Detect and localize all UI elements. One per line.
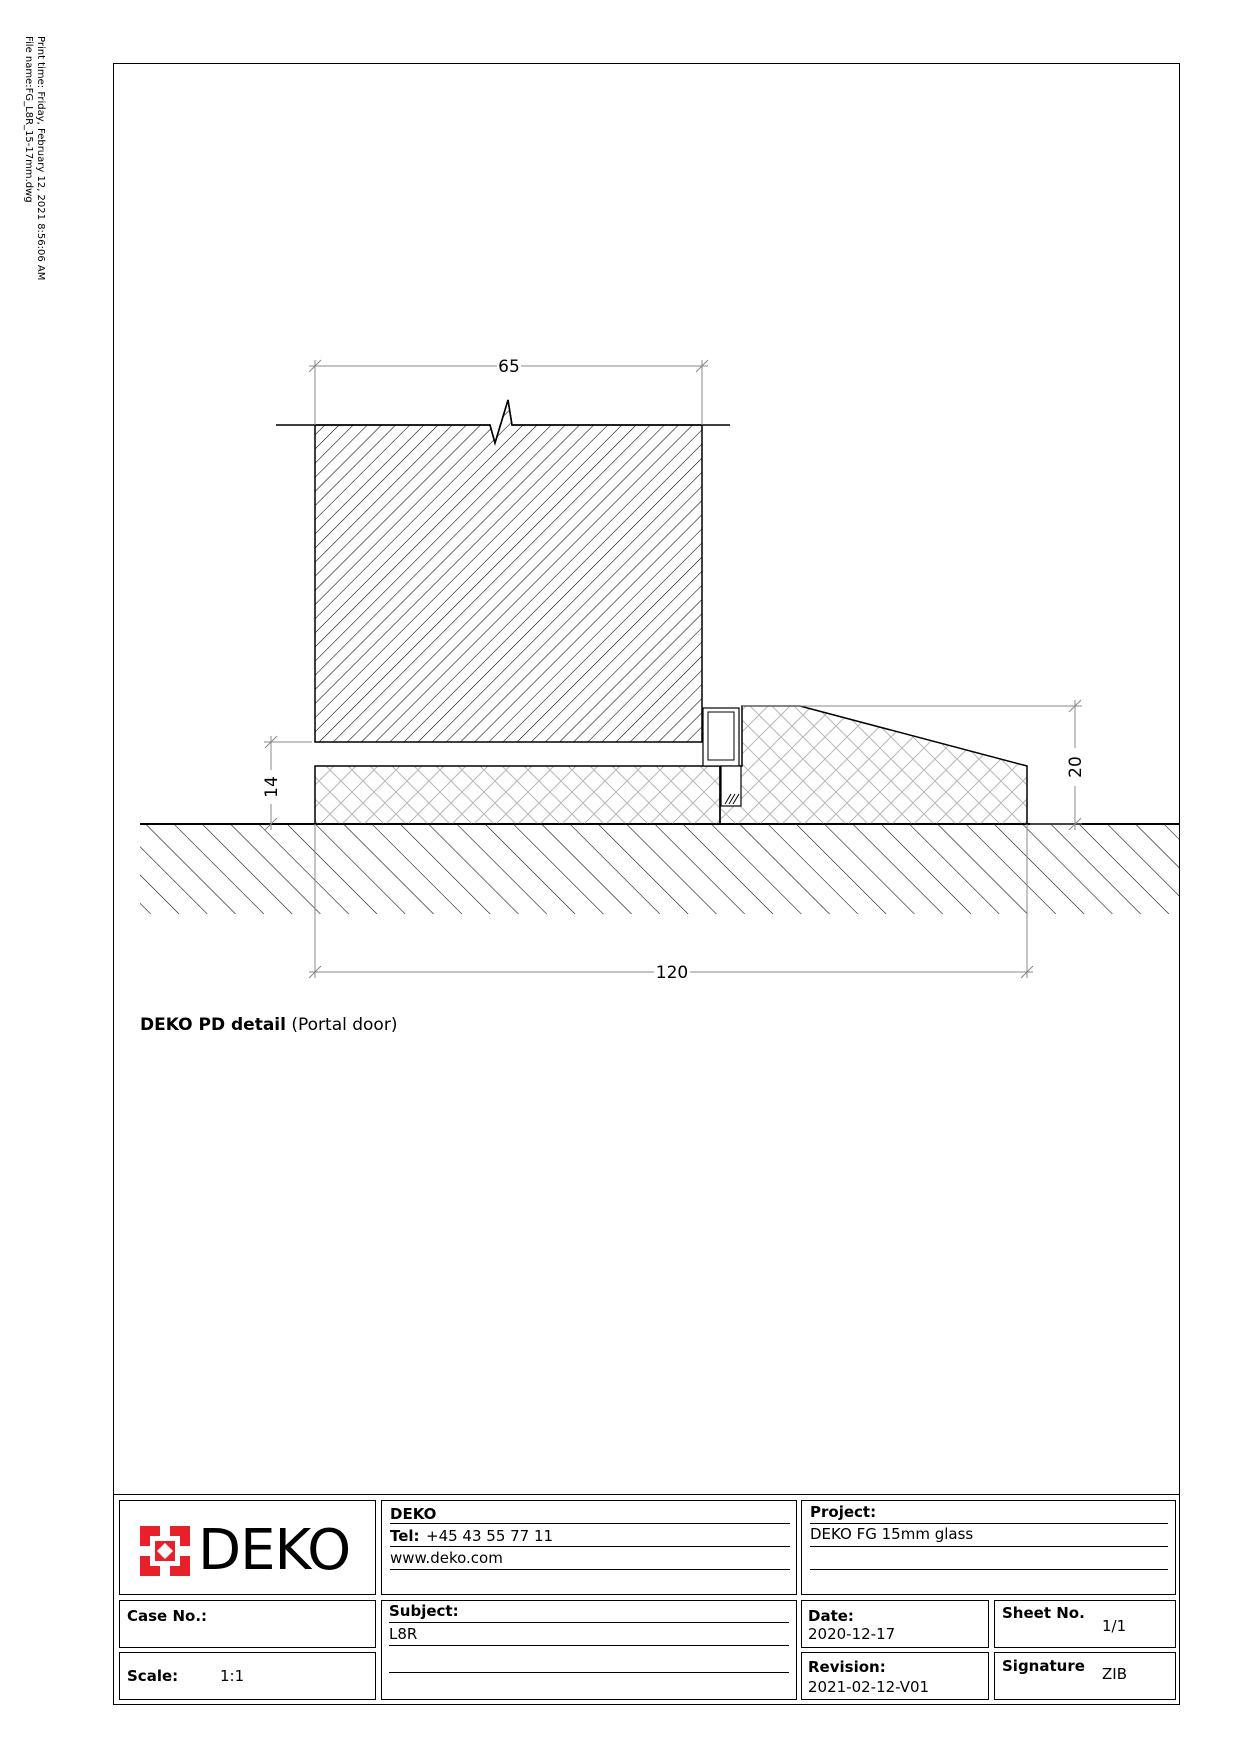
date-cell: [801, 1600, 989, 1648]
dimension-left-height: 14: [262, 776, 282, 798]
date-value: 2020-12-17: [808, 1625, 896, 1643]
dimension-right-height: 20: [1066, 756, 1086, 778]
logo-wordmark: DEKO: [198, 1518, 351, 1583]
file-name: File name:FG_L8R_15-17mm.dwg: [23, 36, 34, 203]
project-value: DEKO FG 15mm glass: [810, 1525, 974, 1543]
sheet-no-label: Sheet No.: [1002, 1604, 1085, 1622]
deko-pinwheel-logo-icon: [140, 1526, 190, 1576]
case-no-cell: [119, 1600, 376, 1648]
signature-label: Signature: [1002, 1657, 1085, 1675]
revision-label: Revision:: [808, 1658, 886, 1676]
revision-value: 2021-02-12-V01: [808, 1678, 930, 1696]
company-name: DEKO: [390, 1505, 437, 1523]
sheet-no-cell: [994, 1600, 1176, 1648]
scale-label: Scale:: [127, 1667, 179, 1685]
caption-subtitle: (Portal door): [285, 1015, 398, 1035]
scale-cell: [119, 1652, 376, 1700]
dimension-top-width: 65: [498, 357, 520, 377]
drawing-caption: [140, 1015, 397, 1035]
signature-value: ZIB: [1102, 1665, 1127, 1683]
company-website: www.deko.com: [390, 1549, 503, 1567]
revision-cell: [801, 1652, 989, 1700]
door-leaf: [276, 400, 730, 742]
logo-cell: [119, 1500, 376, 1595]
subject-value: L8R: [389, 1625, 418, 1643]
dimension-bottom-width: 120: [655, 963, 689, 983]
project-cell: [801, 1500, 1176, 1595]
title-block-top-rule: [113, 1494, 1180, 1495]
case-no-label: Case No.:: [127, 1607, 208, 1625]
caption-title: DEKO PD detail: [140, 1015, 286, 1035]
floor-section: [140, 824, 1180, 914]
print-time: Print time: Friday, February 12, 2021 8:56:06 AM: [35, 36, 46, 281]
subject-label: Subject:: [389, 1602, 459, 1620]
deko-logo: [140, 1518, 351, 1583]
sheet-no-value: 1/1: [1102, 1617, 1127, 1635]
project-label: Project:: [810, 1503, 877, 1521]
tel-value: +45 43 55 77 11: [426, 1527, 554, 1545]
signature-cell: [994, 1652, 1176, 1700]
subject-cell: [381, 1600, 797, 1700]
date-label: Date:: [808, 1607, 854, 1625]
scale-value: 1:1: [220, 1667, 245, 1685]
company-cell: [381, 1500, 797, 1595]
tel-label: Tel:: [390, 1527, 420, 1545]
